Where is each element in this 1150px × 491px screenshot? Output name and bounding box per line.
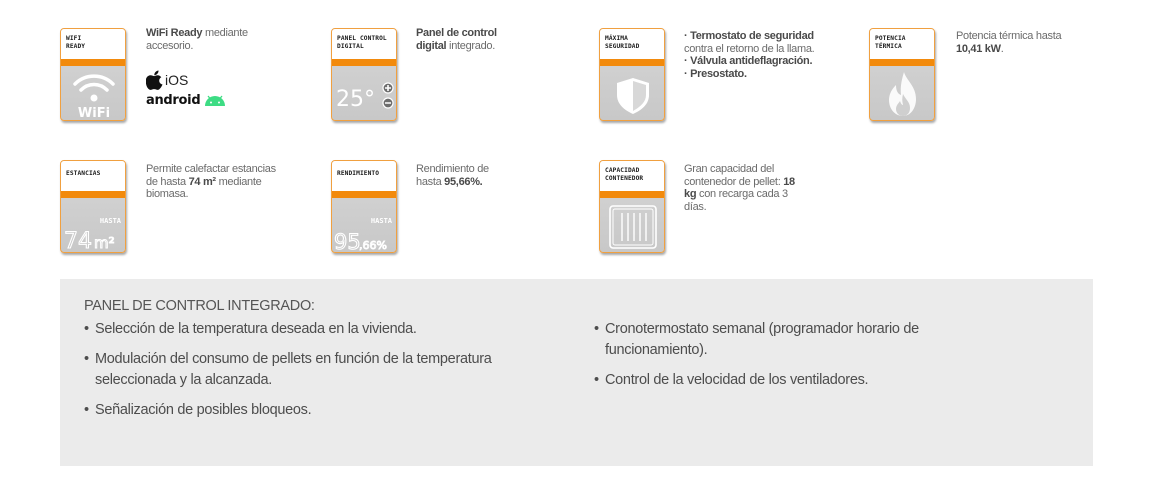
list-item: • Señalización de posibles bloqueos. xyxy=(84,402,312,418)
android-robot-icon xyxy=(204,95,226,107)
wifi-badge xyxy=(60,28,126,121)
svg-text:m²: m² xyxy=(94,234,115,252)
svg-text:HASTA: HASTA xyxy=(99,217,121,225)
capacidad-badge: CAPACIDAD CONTENEDOR xyxy=(599,160,665,253)
rendimiento-badge: RENDIMIENTO HASTA 95 ,66% xyxy=(331,160,397,253)
ios-logo: iOS xyxy=(146,70,188,90)
apple-icon xyxy=(146,70,164,90)
svg-text:WiFi: WiFi xyxy=(77,106,111,121)
list-item: • Cronotermostato semanal (programador horario de funcionamiento). xyxy=(594,321,919,358)
estancias-description: Permite calefactar estancias de hasta 74 m² mediante biomasa. xyxy=(146,163,276,200)
seguridad-badge: MÁXIMA SEGURIDAD xyxy=(599,28,665,121)
capacidad-description: Gran capacidad del contenedor de pellet: 18 kg con recarga cada 3 días. xyxy=(684,163,795,213)
rendimiento-description: Rendimiento de hasta 95,66%. xyxy=(416,163,489,188)
list-item: • Control de la velocidad de los ventiladores. xyxy=(594,372,869,388)
estancias-badge: ESTANCIAS HASTA 74 m² xyxy=(60,160,126,253)
panel-control-description: Panel de control digital integrado. xyxy=(416,27,497,52)
panel-list-left xyxy=(84,319,524,430)
badge-title: WIFI READY xyxy=(66,35,86,50)
list-item: • Selección de la temperatura deseada en la vivienda. xyxy=(84,321,417,337)
potencia-description: Potencia térmica hasta 10,41 kW. xyxy=(956,30,1062,55)
shield-icon xyxy=(600,66,665,121)
flame-icon xyxy=(870,66,935,121)
svg-text:74: 74 xyxy=(64,229,92,253)
wifi-description: WiFi Ready mediante accesorio. xyxy=(146,27,248,52)
panel-title: PANEL DE CONTROL INTEGRADO: xyxy=(84,298,315,314)
list-item: • Modulación del consumo de pellets en función de la temperatura seleccionada y la alcanzada. xyxy=(84,351,492,388)
wifi-icon xyxy=(61,66,126,121)
svg-text:25°: 25° xyxy=(336,87,375,112)
android-logo: android xyxy=(146,93,226,108)
control-panel-info-box xyxy=(60,279,1093,466)
panel-list-right xyxy=(594,319,1014,400)
potencia-badge: POTENCIA TÉRMICA xyxy=(869,28,935,121)
pellet-container-icon xyxy=(600,198,665,253)
area-74m2-icon xyxy=(61,198,126,253)
svg-text:95: 95 xyxy=(334,230,361,253)
panel-control-badge: PANEL CONTROL DIGITAL 25° xyxy=(331,28,397,121)
efficiency-percent-icon xyxy=(332,198,397,253)
seguridad-description: · Termostato de seguridad contra el retorno de la llama. · Válvula antideflagración. · Presostato. xyxy=(684,30,815,80)
svg-text:,66%: ,66% xyxy=(359,239,387,252)
svg-text:HASTA: HASTA xyxy=(370,217,392,225)
thermostat-display-icon xyxy=(332,66,397,121)
